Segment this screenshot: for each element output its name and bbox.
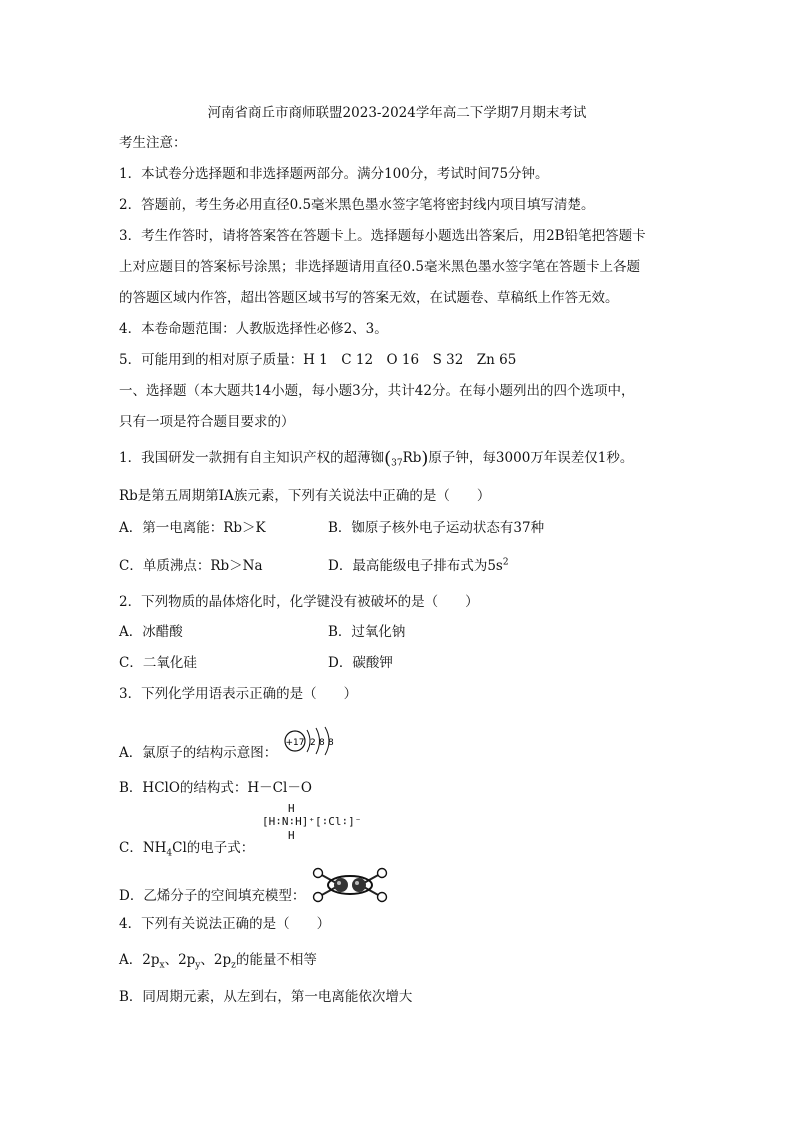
paren-close: ): [421, 448, 429, 469]
q3-option-c-sub: 4: [166, 848, 173, 859]
formula-middle: [H∶N∶H]⁺[∶Cl∶]⁻: [262, 815, 362, 828]
section-heading-line-2: 只有一项是符合题目要求的）: [119, 414, 295, 430]
notice-2: 2．答题前，考生务必用直径0.5毫米黑色墨水签字笔将密封线内项目填写清楚。: [119, 197, 595, 213]
carbon-atom: [334, 878, 348, 892]
q3-option-c-post: Cl的电子式：: [172, 840, 255, 856]
q4-stem: 4．下列有关说法正确的是（ ）: [119, 916, 331, 932]
q1-stem-line-2: Rb是第五周期第ⅠA族元素，下列有关说法中正确的是（ ）: [119, 488, 491, 504]
q1-option-a: A．第一电离能：Rb＞K: [119, 520, 266, 536]
q1-isotope-atomic-number: 37: [391, 458, 403, 469]
formula-top-h: H: [288, 802, 295, 815]
q2-stem: 2．下列物质的晶体熔化时，化学键没有被破坏的是（ ）: [119, 594, 479, 610]
hydrogen-atom: [378, 869, 387, 878]
q3-option-d: D．乙烯分子的空间填充模型：: [119, 888, 306, 904]
q3-option-c-pre: C．NH: [119, 840, 167, 856]
paren-open: (: [384, 448, 392, 469]
ethylene-space-filling-model: [310, 866, 390, 904]
q3-option-c: [119, 838, 254, 858]
q4-option-a-suffix: 的能量不相等: [235, 952, 317, 968]
q4-option-b: B．同周期元素，从左到右，第一电离能依次增大: [119, 989, 413, 1005]
notice-heading: 考生注意：: [119, 135, 187, 151]
q1-isotope-symbol: Rb: [402, 450, 422, 466]
q1-option-d: [328, 556, 509, 576]
q3-option-a: A．氯原子的结构示意图：: [119, 745, 278, 761]
orbital-2pz: 2p: [213, 952, 232, 968]
notice-1: 1．本试卷分选择题和非选择题两部分。满分100分，考试时间75分钟。: [119, 166, 549, 182]
q3-option-b: B．HClO的结构式：H－Cl－O: [119, 780, 312, 796]
notice-4: 4．本卷命题范围：人教版选择性必修2、3。: [119, 321, 388, 337]
highlight: [337, 881, 341, 885]
orbital-2py: 2p: [178, 952, 196, 968]
section-heading-line-1: 一、选择题（本大题共14小题，每小题3分，共计42分。在每小题列出的四个选项中，: [119, 383, 635, 399]
orbital-2px: 2p: [142, 952, 160, 968]
q1-stem-line-1: [119, 448, 633, 469]
shell-electrons-3: 8: [328, 738, 334, 748]
q2-option-a: A．冰醋酸: [119, 624, 183, 640]
highlight: [355, 881, 359, 885]
separator: 、: [164, 952, 179, 968]
shell-electrons-2: 8: [319, 738, 325, 748]
hydrogen-atom: [314, 893, 323, 902]
carbon-atom: [352, 878, 366, 892]
hydrogen-atom: [378, 893, 387, 902]
q3-stem: 3．下列化学用语表示正确的是（ ）: [119, 686, 358, 702]
chlorine-atom-structure-diagram: [283, 724, 339, 760]
notice-3-cont-1: 上对应题目的答案标号涂黑；非选择题请用直径0.5毫米黑色墨水签字笔在答题卡上各题: [119, 259, 640, 275]
q4-option-a-prefix: A．: [119, 952, 143, 968]
orbital-sub-y: y: [195, 960, 201, 971]
q1-option-b: B．铷原子核外电子运动状态有37种: [328, 520, 545, 536]
notice-5: 5．可能用到的相对原子质量：H 1 C 12 O 16 S 32 Zn 65: [119, 352, 517, 368]
q2-option-b: B．过氧化钠: [328, 624, 406, 640]
formula-bottom-h: H: [288, 829, 295, 842]
notice-3: 3．考生作答时，请将答案答在答题卡上。选择题每小题选出答案后，用2B铅笔把答题卡: [119, 228, 646, 244]
orbital-sub-x: x: [159, 960, 165, 971]
q1-stem-post: 原子钟，每3000万年误差仅1秒。: [428, 450, 634, 466]
notice-3-cont-2: 的答题区域内作答，超出答题区域书写的答案无效，在试题卷、草稿纸上作答无效。: [119, 290, 619, 306]
separator: 、: [200, 952, 214, 968]
q4-option-a: [119, 950, 317, 970]
hydrogen-atom: [314, 869, 323, 878]
page-title: 河南省商丘市商师联盟2023-2024学年高二下学期7月期末考试: [207, 105, 587, 121]
nh4cl-electron-formula: [262, 802, 372, 842]
q1-option-d-text: D．最高能级电子排布式为5s: [328, 558, 503, 574]
shell-electrons-1: 2: [310, 738, 316, 748]
orbital-sub-z: z: [231, 960, 236, 971]
q2-option-c: C．二氧化硅: [119, 655, 197, 671]
q2-option-d: D．碳酸钾: [328, 655, 393, 671]
nucleus-charge: +17: [285, 738, 305, 748]
q1-stem-pre: 1．我国研发一款拥有自主知识产权的超薄铷: [119, 450, 385, 466]
q1-option-d-sup: 2: [502, 557, 509, 568]
q1-option-c: C．单质沸点：Rb＞Na: [119, 558, 263, 574]
